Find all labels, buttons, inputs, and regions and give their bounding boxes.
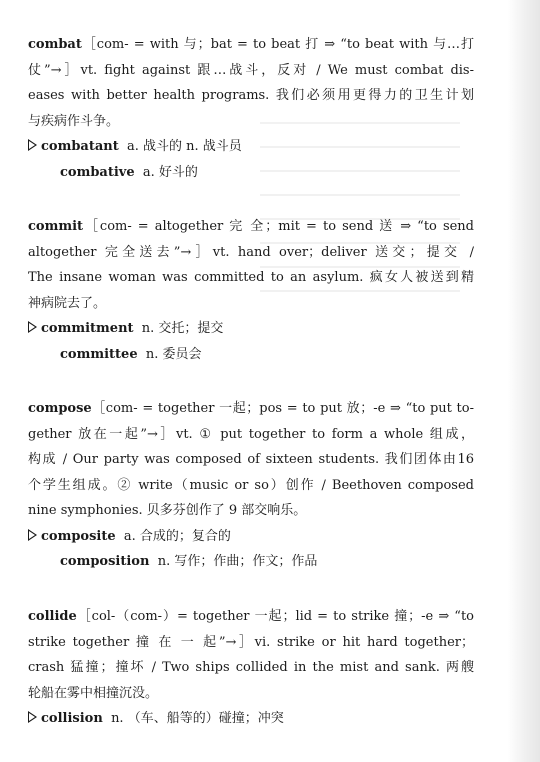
entry-line: 仗”→］vt. fight against 跟…战斗，反对 / We must combat dis- [28, 62, 474, 78]
derivative-row [28, 549, 474, 575]
derivative-word: commitment [41, 321, 134, 336]
triangle-icon [28, 321, 37, 333]
triangle-icon [28, 139, 37, 151]
headword: collide [28, 609, 77, 624]
derivative-word: combatant [41, 139, 119, 154]
derivative-word: composite [41, 528, 116, 544]
entry-line: 神病院去了。 [28, 295, 107, 311]
derivative-row [28, 316, 474, 342]
derivative-text: a. 战斗的 n. 战斗员 [127, 139, 242, 154]
headword: combat [28, 37, 82, 52]
derivative-text: n. （车、船等的）碰撞；冲突 [111, 711, 284, 726]
entry-line: 个学生组成。② write（music or so）创作 / Beethoven composed [28, 477, 474, 493]
entry-line: altogether 完全送去”→］vt. hand over；deliver 送交；提交 / [28, 244, 474, 260]
derivative-word: composition [60, 554, 150, 569]
derivative-row [28, 160, 474, 186]
entry-compose [28, 396, 474, 575]
derivative-row [28, 134, 474, 160]
entry-line: strike together 撞 在 一 起”→］vi. strike or hit hard together； [28, 634, 474, 650]
etymology: ［col-（com-）= together 一起；lid = to strike 撞；-e ⇒ “to [76, 609, 474, 624]
entry-commit [28, 214, 474, 367]
entry-line: gether 放在一起”→］vt. ① put together to form a whole 组成， [28, 426, 474, 442]
derivative-text: n. 委员会 [145, 346, 202, 362]
headword: compose [28, 401, 92, 416]
entry-line: crash 猛撞；撞坏 / Two ships collided in the mist and sank. 两艘 [28, 660, 474, 675]
headword: commit [28, 219, 84, 234]
entry-line: nine symphonies. 贝多芬创作了 9 部交响乐。 [28, 503, 307, 518]
entry-line [28, 32, 474, 58]
entry-line: 构成 / Our party was composed of sixteen students. 我们团体由16 [28, 452, 474, 467]
derivative-word: committee [60, 346, 138, 362]
entry-line: The insane woman was committed to an asylum. 疯女人被送到精 [28, 270, 474, 285]
etymology: ［com- = altogether 完 全；mit = to send 送 ⇒ “to send [83, 219, 474, 234]
derivative-text: a. 好斗的 [142, 164, 198, 180]
etymology: ［com- = with 与；bat = to beat 打 ⇒ “to beat with 与…打 [81, 37, 474, 52]
entry-line: 轮船在雾中相撞沉没。 [28, 685, 159, 701]
derivative-text: n. 交托；提交 [141, 321, 224, 336]
derivative-word: combative [60, 164, 135, 180]
entry-collide [28, 604, 474, 732]
entry-line [28, 396, 474, 422]
derivative-text: a. 合成的；复合的 [123, 528, 231, 544]
triangle-icon [28, 529, 37, 541]
etymology: ［com- = together 一起；pos = to put 放；-e ⇒ “to put to- [91, 401, 474, 416]
derivative-row [28, 706, 474, 732]
entry-line: eases with better health programs. 我们必须用更得力的卫生计划 [28, 88, 474, 103]
entry-combat [28, 32, 474, 185]
entry-line: 与疾病作斗争。 [28, 113, 120, 129]
entry-line [28, 214, 474, 240]
entry-line [28, 604, 474, 630]
derivative-row [28, 342, 474, 368]
derivative-word: collision [41, 711, 103, 726]
triangle-icon [28, 711, 37, 723]
derivative-text: n. 写作；作曲；作文；作品 [157, 554, 318, 569]
derivative-row [28, 524, 474, 550]
